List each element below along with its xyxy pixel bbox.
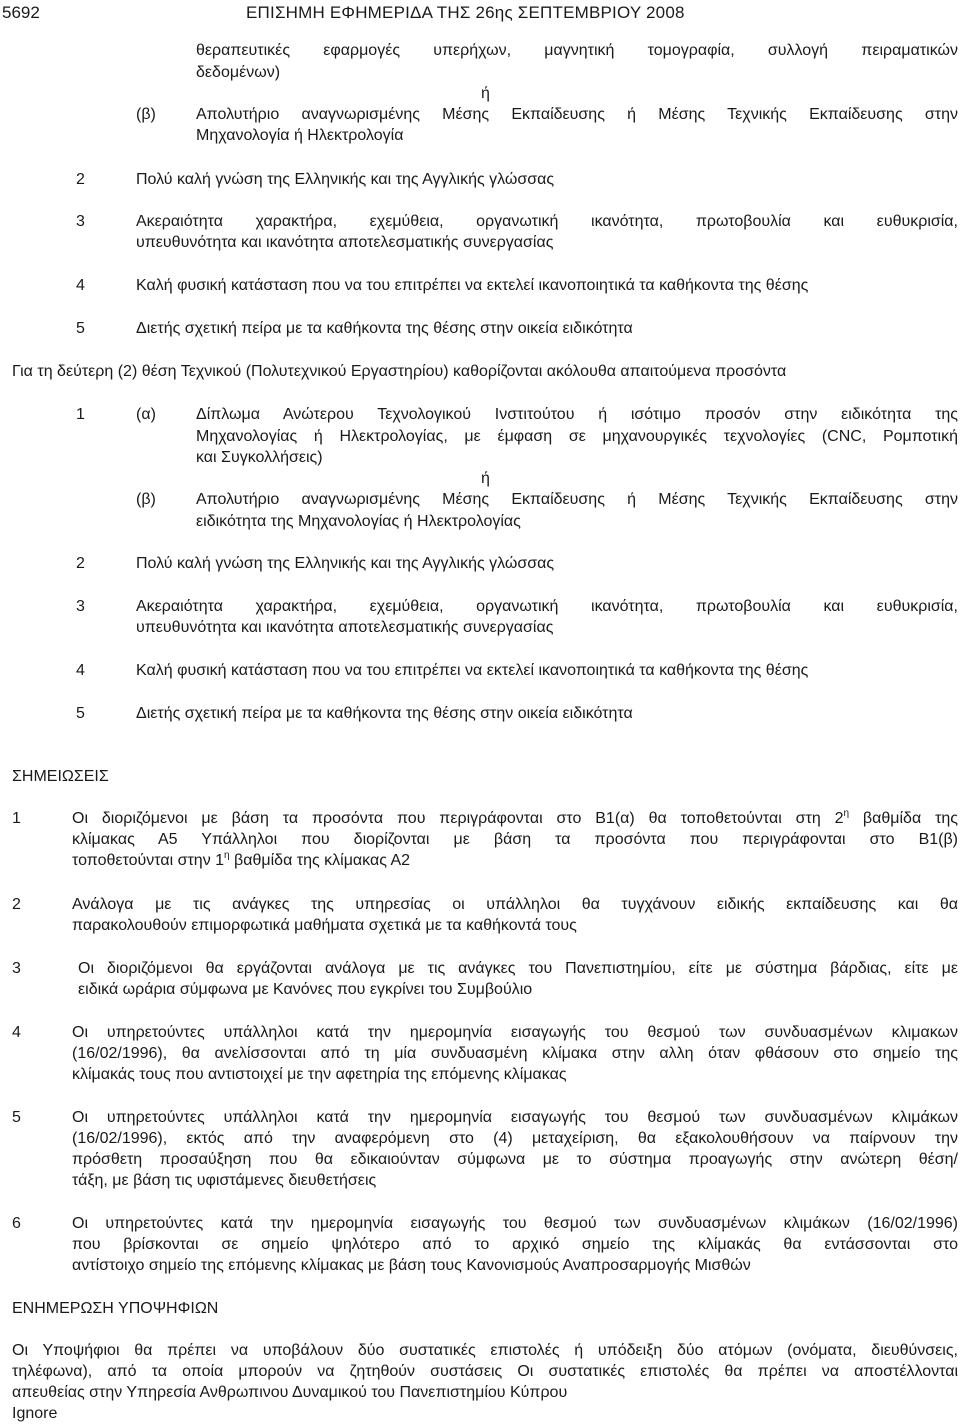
note-1-line-1: Οι διοριζόμενοι με βάση τα προσόντα που περιγράφονται στο Β1(α) θα τοποθετούνται στη $2^\eta$ βαθμίδα της [72,808,959,827]
beta-line-2: Μηχανολογία ή Ηλεκτρολογία [196,127,404,144]
or-separator: ή [481,470,490,487]
item-number: 2 [76,555,85,572]
note-number: 3 [12,960,21,977]
note-3-line-2: ειδικά ωράρια σύμφωνα με Κανόνες που εγκρίνει του Συμβούλιο [78,981,533,998]
alpha-line-1: Δίπλωμα Ανώτερου Τεχνολογικού Ινστιτούτου ή ισότιμο προσόν στην ειδικότητα της [196,406,958,423]
alpha-marker: (α) [136,406,156,423]
alpha-line-2: Μηχανολογίας ή Ηλεκτρολογίας, με έμφαση σε μηχανουργικές τεχνολογίες (CNC, Ρομποτική [196,428,958,445]
note-4-line-2: (16/02/1996), θα ανελίσσονται από τη μία συνδυασμένη κλίμακα στην αλλη όταν φθάσουν στο σημείο της [72,1045,958,1062]
alpha-line-3: και Συγκολλήσεις) [196,449,323,466]
update-line-3: απευθείας στην Υπηρεσία Ανθρωπινου Δυναμικού του Πανεπιστημίου Κύπρου [12,1384,568,1401]
requirement-experience: Διετής σχετική πείρα με τα καθήκοντα της θέσης στην οικεία ειδικότητα [136,320,633,337]
ignore-text: Ignore [12,1405,58,1422]
note-1-line-2: κλίμακας Α5 Υπάλληλοι που διορίζονται με βάση τα προσόντα που περιγράφονται στο Β1(β) [72,831,958,848]
gazette-title: ΕΠΙΣΗΜΗ ΕΦΗΜΕΡΙΔΑ ΤΗΣ 26ης ΣΕΠΤΕΜΒΡΙΟΥ 2008 [246,3,685,22]
requirement-languages: Πολύ καλή γνώση της Ελληνικής και της Αγγλικής γλώσσας [136,171,555,188]
update-line-1: Οι Υποψήφιοι θα πρέπει να υποβάλουν δύο συστατικές επιστολές ή υπόδειξη δύο ατόμων (ονόματα, διευθύνσεις, [12,1342,958,1359]
note-6-line-3: αντίστοιχο σημείο της επόμενης κλίμακας με βάση τους Κανονισμούς Αναπροσαρμογής Μισθών [72,1257,751,1274]
notes-heading: ΣΗΜΕΙΩΣΕΙΣ [12,768,109,785]
beta-marker: (β) [136,491,156,508]
update-line-2: τηλέφωνα), από τα οποία μπορούν να ζητηθούν συστάσεις Οι συστατικές επιστολές θα πρέπει να αποστέλλονται [12,1363,958,1380]
continuation-line-1: θεραπευτικές εφαρμογές υπερήχων, μαγνητική τομογραφία, συλλογή πειραματικών [196,42,958,59]
note-number: 4 [12,1024,21,1041]
item-number: 1 [76,406,85,423]
note-6-line-1: Οι υπηρετούντες κατά την ημερομηνία εισαγωγής του θεσμού των συνδυασμένων κλιμάκων (16/02/1996) [72,1215,958,1232]
requirement-character-line-2: υπευθυνότητα και ικανότητα αποτελεσματικής συνεργασίας [136,619,554,636]
item-number: 2 [76,171,85,188]
note-2-line-1: Ανάλογα με τις ανάγκες της υπηρεσίας οι υπάλληλοι θα τυγχάνουν ειδικής εκπαίδευσης και θα [72,896,958,913]
item-number: 3 [76,213,85,230]
beta-line-2: ειδικότητα της Μηχανολογίας ή Ηλεκτρολογίας [196,513,521,530]
continuation-line-2: δεδομένων) [196,64,281,81]
update-heading: ΕΝΗΜΕΡΩΣΗ ΥΠΟΨΗΦΙΩΝ [12,1300,219,1317]
second-position-intro: Για τη δεύτερη (2) θέση Τεχνικού (Πολυτεχνικού Εργαστηρίου) καθορίζονται ακόλουθα απαιτούμενα προσόντα [12,363,787,380]
note-5-line-4: τάξη, με βάση τις υφιστάμενες διευθετήσεις [72,1172,377,1189]
requirement-character-line-2: υπευθυνότητα και ικανότητα αποτελεσματικής συνεργασίας [136,234,554,251]
note-4-line-3: κλίμακάς τους που αντιστοιχεί με την αφετηρία της επόμενης κλίμακας [72,1066,567,1083]
note-number: 1 [12,810,21,827]
note-5-line-2: (16/02/1996), εκτός από την αναφερόμενη στο (4) μεταχείριση, θα εξακολουθήσουν να παίρνουν την [72,1130,958,1147]
requirement-character-line-1: Ακεραιότητα χαρακτήρα, εχεμύθεια, οργανωτική ικανότητα, πρωτοβουλία και ευθυκρισία, [136,213,958,230]
item-number: 5 [76,320,85,337]
note-number: 2 [12,896,21,913]
requirement-health: Καλή φυσική κατάσταση που να του επιτρέπει να εκτελεί ικανοποιητικά τα καθήκοντα της θέσης [136,277,809,294]
note-1-line-3: τοποθετούνται στην $1^\eta$ βαθμίδα της κλίμακας Α2 [72,850,411,869]
item-number: 4 [76,662,85,679]
note-3-line-1: Οι διοριζόμενοι θα εργάζονται ανάλογα με τις ανάγκες του Πανεπιστημίου, είτε με σύστημα βάρδιας, είτε με [78,960,958,977]
note-6-line-2: που βρίσκονται σε σημείο ψηλότερο από το αρχικό σημείο της κλίμακάς θα εντάσσονται στο [72,1236,958,1253]
page-header [0,3,960,25]
beta-line-1: Απολυτήριο αναγνωρισμένης Μέσης Εκπαίδευσης ή Μέσης Τεχνικής Εκπαίδευσης στην [196,491,958,508]
note-number: 5 [12,1109,21,1126]
note-5-line-1: Οι υπηρετούντες υπάλληλοι κατά την ημερομηνία εισαγωγής του θεσμού των συνδυασμένων κλιμάκων [72,1109,958,1126]
item-number: 5 [76,705,85,722]
note-5-line-3: πρόσθετη προσαύξηση που θα εδικαιούνταν σύμφωνα με το σύστημα προαγωγής στην ανώτερη θέση/ [72,1151,958,1168]
page-number: 5692 [2,3,40,22]
beta-marker: (β) [136,106,156,123]
requirement-experience: Διετής σχετική πείρα με τα καθήκοντα της θέσης στην οικεία ειδικότητα [136,705,633,722]
requirement-health: Καλή φυσική κατάσταση που να του επιτρέπει να εκτελεί ικανοποιητικά τα καθήκοντα της θέσης [136,662,809,679]
beta-line-1: Απολυτήριο αναγνωρισμένης Μέσης Εκπαίδευσης ή Μέσης Τεχνικής Εκπαίδευσης στην [196,106,958,123]
or-separator: ή [481,85,490,102]
item-number: 4 [76,277,85,294]
requirement-character-line-1: Ακεραιότητα χαρακτήρα, εχεμύθεια, οργανωτική ικανότητα, πρωτοβουλία και ευθυκρισία, [136,598,958,615]
item-number: 3 [76,598,85,615]
note-2-line-2: παρακολουθούν επιμορφωτικά μαθήματα σχετικά με τα καθήκοντά τους [72,917,577,934]
note-number: 6 [12,1215,21,1232]
note-4-line-1: Οι υπηρετούντες υπάλληλοι κατά την ημερομηνία εισαγωγής του θεσμού των συνδυασμένων κλιμακων [72,1024,958,1041]
requirement-languages: Πολύ καλή γνώση της Ελληνικής και της Αγγλικής γλώσσας [136,555,555,572]
